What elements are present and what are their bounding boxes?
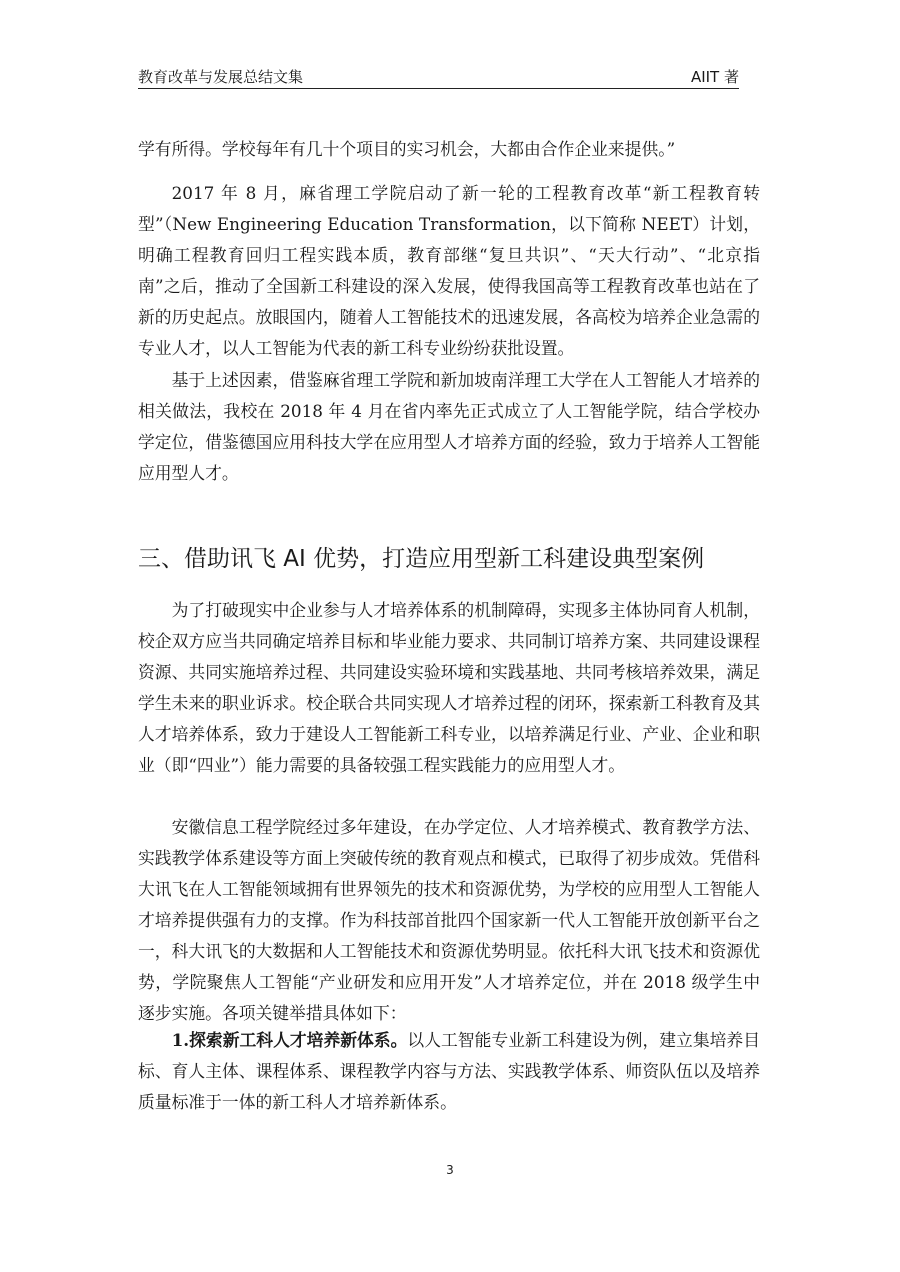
running-header	[138, 66, 739, 89]
header-book-title: 教育改革与发展总结文集	[138, 68, 304, 86]
page-number: 3	[446, 1163, 454, 1177]
paragraph-institute: 安徽信息工程学院经过多年建设，在办学定位、人才培养模式、教育教学方法、实践教学体系建设等方面上突破传统的教育观点和模式，已取得了初步成效。凭借科大讯飞在人工智能领域拥有世界领先的技术和资源优势，为学校的应用型人工智能人才培养提供强有力的支撑。作为科技部首批四个国家新一代人工智能开放创新平台之一，科大讯飞的大数据和人工智能技术和资源优势明显。依托科大讯飞技术和资源优势，学院聚焦人工智能“产业研发和应用开发”人才培养定位，并在 2018 级学生中逐步实施。各项关键举措具体如下：	[138, 817, 760, 1023]
paragraph-measure-1	[138, 1025, 760, 1118]
paragraph-background: 基于上述因素，借鉴麻省理工学院和新加坡南洋理工大学在人工智能人才培养的相关做法，我校在 2018 年 4 月在省内率先正式成立了人工智能学院，结合学校办学定位，借鉴德国应用科技大学在应用型人才培养方面的经验，致力于培养人工智能应用型人才。	[138, 370, 760, 483]
paragraph-continuation: 学有所得。学校每年有几十个项目的实习机会，大都由合作企业来提供。”	[138, 139, 676, 159]
paragraph-neet: 2017 年 8 月，麻省理工学院启动了新一轮的工程教育改革“新工程教育转型”（New Engineering Education Transformation，以下简称 NEET）计划，明确工程教育回归工程实践本质，教育部继“复旦共识”、“天大行动”、“北京指南”之后，推动了全国新工科建设的深入发展，使得我国高等工程教育改革也站在了新的历史起点。放眼国内，随着人工智能技术的迅速发展，各高校为培养企业急需的专业人才，以人工智能为代表的新工科专业纷纷获批设置。	[138, 183, 760, 358]
header-author: AIIT 著	[690, 68, 739, 86]
paragraph-cooperation: 为了打破现实中企业参与人才培养体系的机制障碍，实现多主体协同育人机制，校企双方应当共同确定培养目标和毕业能力要求、共同制订培养方案、共同建设课程资源、共同实施培养过程、共同建设实验环境和实践基地、共同考核培养效果，满足学生未来的职业诉求。校企联合共同实现人才培养过程的闭环，探索新工科教育及其人才培养体系，致力于建设人工智能新工科专业，以培养满足行业、产业、企业和职业（即“四业”）能力需要的具备较强工程实践能力的应用型人才。	[138, 600, 760, 775]
measure-1-body: 以人工智能专业新工科建设为例，建立集培养目标、育人主体、课程体系、课程教学内容与方法、实践教学体系、师资队伍以及培养质量标准于一体的新工科人才培养新体系。	[138, 1030, 760, 1112]
measure-1-lead: 1.探索新工科人才培养新体系。	[171, 1030, 408, 1050]
section-heading: 三、借助讯飞 AI 优势，打造应用型新工科建设典型案例	[138, 546, 705, 572]
